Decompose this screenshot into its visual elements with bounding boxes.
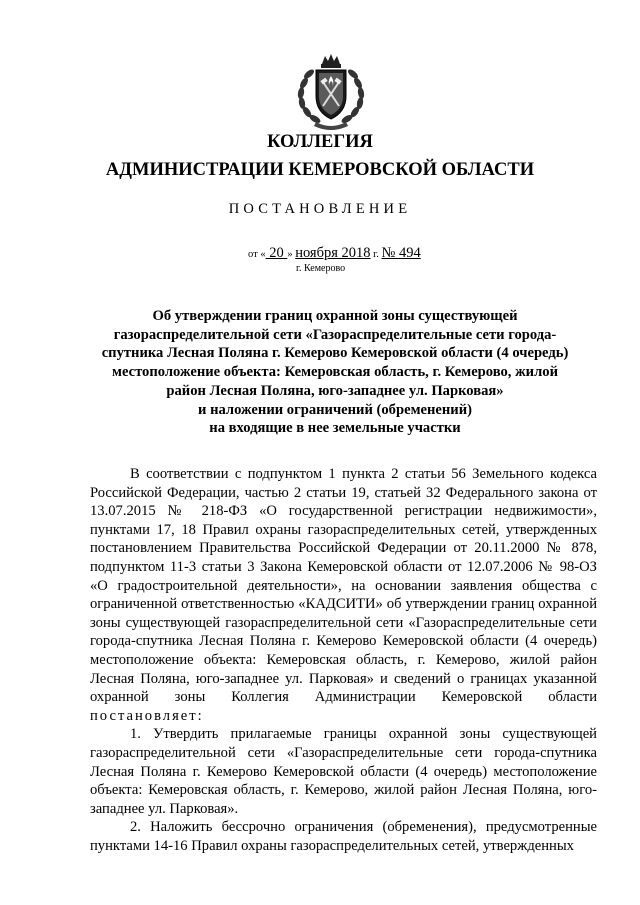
date-number-line	[248, 245, 421, 262]
date-quote-close: »	[287, 249, 296, 260]
date-day: 20	[265, 245, 288, 261]
body-paragraph-item-2: 2. Наложить бессрочно ограничения (обременения), предусмотренные пунктами 14-16 Правил охраны газораспределительных сетей, утвержденных	[90, 819, 597, 854]
date-prefix: от «	[248, 249, 266, 260]
document-number: № 494	[381, 245, 421, 261]
title-line: местоположение объекта: Кемеровская область, г. Кемерово, жилой	[112, 364, 558, 381]
document-title	[80, 307, 590, 438]
org-name-line1: КОЛЛЕГИЯ	[267, 132, 373, 152]
resolves-word: постановляет	[90, 707, 198, 724]
title-line: спутника Лесная Поляна г. Кемерово Кемеровской области (4 очередь)	[101, 345, 569, 362]
title-line: район Лесная Поляна, юго-западнее ул. Парковая»	[166, 382, 504, 399]
preamble-colon: :	[197, 707, 202, 724]
title-line: Об утверждении границ охранной зоны существующей	[152, 308, 518, 324]
title-line: газораспределительной сети «Газораспределительные сети города-	[113, 326, 557, 343]
title-line: на входящие в нее земельные участки	[209, 420, 461, 437]
document-city: г. Кемерово	[296, 263, 346, 274]
date-month-year: ноября 2018	[295, 245, 371, 261]
date-year-suffix: г.	[370, 249, 382, 260]
preamble-text: В соответствии с подпунктом 1 пункта 2 статьи 56 Земельного кодекса Российской Федерации, частью 2 статьи 19, статьей 32 Федерального закона от 13.07.2015 № 218-ФЗ «О государственной регистрации недвижимости», пунктами 17, 18 Правил охраны газораспределительных сетей, утвержденных постановлением Правительства Российской Федерации от 20.11.2000 № 878, подпунктом 11-3 статьи 3 Закона Кемеровской области от 12.07.2006 № 98-ОЗ «О градостроительной деятельности», на основании заявления общества с ограниченной ответственностью «КАДСИТИ» об утверждении границ охранной зоны существующей газораспределительной сети «Газораспределительные сети города-спутника Лесная Поляна г. Кемерово Кемеровской области (4 очередь) местоположение объекта: Кемеровская область, г. Кемерово, жилой район Лесная Поляна, юго-западнее ул. Парковая» и сведений о границах указанной охранной зоны Коллегия Администрации Кемеровской области	[90, 466, 597, 706]
body-paragraph-item-1: 1. Утвердить прилагаемые границы охранной зоны существующей газораспределительной сети «Газораспределительные сети города-спутника Лесная Поляна г. Кемерово Кемеровской области (4 очередь) местоположение объекта: Кемеровская область, г. Кемерово, жилой район Лесная Поляна, юго-западнее ул. Парковая».	[90, 726, 597, 817]
org-name-line2: АДМИНИСТРАЦИИ КЕМЕРОВСКОЙ ОБЛАСТИ	[105, 160, 535, 180]
body-paragraph-preamble	[90, 465, 597, 725]
title-line: и наложении ограничений (обременений)	[198, 401, 472, 418]
document-type: ПОСТАНОВЛЕНИЕ	[228, 201, 412, 217]
coat-of-arms-emblem	[292, 52, 370, 132]
document-body	[90, 465, 597, 855]
